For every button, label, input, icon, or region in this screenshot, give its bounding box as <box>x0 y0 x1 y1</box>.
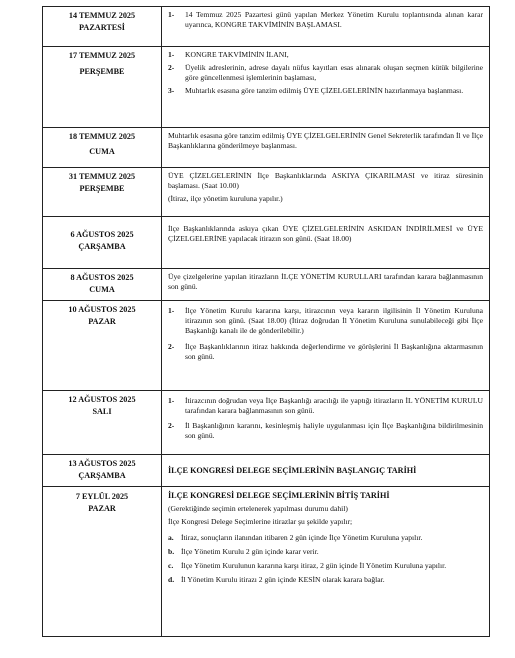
item-text: İl Yönetim Kurulu itirazı 2 gün içinde KESİN olarak karara bağlar. <box>181 575 385 584</box>
date-cell <box>43 128 162 168</box>
date-text: 31 TEMMUZ 2025 <box>68 172 136 181</box>
date-cell <box>43 217 162 269</box>
date-cell <box>43 47 162 128</box>
item-text: KONGRE TAKVİMİNİN İLANI, <box>185 50 289 59</box>
list-item <box>168 50 483 60</box>
day-text: PAZAR <box>88 504 116 513</box>
day-text: PAZAR <box>88 317 116 326</box>
day-text: ÇARŞAMBA <box>78 471 126 480</box>
date-text: 8 AĞUSTOS 2025 <box>70 273 134 282</box>
date-text: 7 EYLÜL 2025 <box>75 492 129 501</box>
date-cell <box>43 487 162 637</box>
calendar-row <box>43 47 490 128</box>
event-cell <box>162 47 490 128</box>
date-cell <box>43 168 162 217</box>
date-cell <box>43 301 162 391</box>
item-letter: d. <box>168 575 175 584</box>
list-item <box>168 547 483 557</box>
item-number: 2- <box>168 342 175 351</box>
date-text: 6 AĞUSTOS 2025 <box>70 230 134 239</box>
date-text: 17 TEMMUZ 2025 <box>68 51 136 60</box>
item-letter: a. <box>168 533 174 542</box>
item-letter: c. <box>168 561 174 570</box>
item-letter: b. <box>168 547 175 556</box>
day-text: PERŞEMBE <box>79 184 125 193</box>
event-cell <box>162 168 490 217</box>
event-cell <box>162 128 490 168</box>
event-text: İlçe Başkanlıklarında askıya çıkan ÜYE ÇİZELGELERİNİN ASKIDAN İNDİRİLMESİ ve ÜYE ÇİZELGELERİNE yapılacak itirazın son günü. (Saat 18.00) <box>168 224 483 243</box>
item-number: 1- <box>168 306 175 315</box>
calendar-row <box>43 128 490 168</box>
event-note: (İtiraz, ilçe yönetim kuruluna yapılır.) <box>168 194 283 203</box>
item-text: Üyelik adreslerinin, adrese dayalı nüfus kayıtları esas alınarak oluşan seçmen kütük bilgilerine göre güncellenmesi işlemlerinin başlaması, <box>185 63 483 82</box>
list-item <box>168 396 483 416</box>
item-text: 14 Temmuz 2025 Pazartesi günü yapılan Merkez Yönetim Kurulu toplantısında alınan karar uyarınca, KONGRE TAKVİMİNİN BAŞLAMASI. <box>185 10 483 29</box>
event-cell <box>162 455 490 487</box>
calendar-row <box>43 487 490 637</box>
date-text: 13 AĞUSTOS 2025 <box>68 459 136 468</box>
list-item <box>168 342 483 362</box>
item-number: 3- <box>168 86 175 95</box>
item-text: İtiraz, sonuçların ilanından itibaren 2 gün içinde İlçe Yönetim Kuruluna yapılır. <box>181 533 423 542</box>
item-number: 2- <box>168 421 175 430</box>
event-text: Üye çizelgelerine yapılan itirazların İLÇE YÖNETİM KURULLARI tarafından karara bağlanmasının son günü. <box>168 272 483 291</box>
item-number: 2- <box>168 63 175 72</box>
day-text: PERŞEMBE <box>79 67 125 76</box>
event-heading: İLÇE KONGRESİ DELEGE SEÇİMLERİNİN BAŞLANGIÇ TARİHİ <box>168 466 417 475</box>
event-text: Muhtarlık esasına göre tanzim edilmiş ÜYE ÇİZELGELERİNİN Genel Sekreterlik tarafından İl ve İlçe Başkanlıklarına gönderilmeye başlanması. <box>168 131 483 150</box>
item-number: 1- <box>168 50 175 59</box>
item-number: 1- <box>168 10 175 19</box>
calendar-row <box>43 7 490 47</box>
event-text: İlçe Kongresi Delege Seçimlerine itirazlar şu şekilde yapılır; <box>168 517 353 526</box>
event-cell <box>162 7 490 47</box>
calendar-row <box>43 168 490 217</box>
event-cell <box>162 269 490 301</box>
item-text: İtirazcının doğrudan veya İlçe Başkanlığı aracılığı ile yaptığı itirazların İL YÖNETİM KURULU tarafından karara bağlanmasının son günü. <box>185 396 483 415</box>
date-cell <box>43 269 162 301</box>
event-text: ÜYE ÇİZELGELERİNİN İlçe Başkanlıklarında ASKIYA ÇIKARILMASI ve itiraz süresinin başlaması. (Saat 10.00) <box>168 171 483 190</box>
day-text: ÇARŞAMBA <box>78 242 126 251</box>
item-text: İlçe Yönetim Kurulu 2 gün içinde karar verir. <box>181 547 319 556</box>
calendar-row <box>43 217 490 269</box>
item-text: İlçe Başkanlıklarının itiraz hakkında değerlendirme ve görüşlerini İl Başkanlığına aktarmasının son günü. <box>185 342 483 361</box>
day-text: PAZARTESİ <box>79 23 125 32</box>
calendar-row <box>43 455 490 487</box>
item-text: İl Başkanlığının kararını, kesinleşmiş haliyle uygulanması için İlçe Başkanlığına bildirilmesinin son günü. <box>185 421 483 440</box>
event-note: (Gerektiğinde seçimin ertelenerek yapılması durumu dahil) <box>168 504 348 513</box>
date-text: 18 TEMMUZ 2025 <box>68 132 136 141</box>
list-item <box>168 575 483 585</box>
calendar-row <box>43 269 490 301</box>
event-cell <box>162 217 490 269</box>
list-item <box>168 10 483 30</box>
date-text: 14 TEMMUZ 2025 <box>68 11 136 20</box>
date-text: 10 AĞUSTOS 2025 <box>68 305 136 314</box>
calendar-row <box>43 301 490 391</box>
list-item <box>168 306 483 336</box>
date-cell <box>43 7 162 47</box>
event-cell <box>162 301 490 391</box>
date-cell <box>43 455 162 487</box>
day-text: CUMA <box>89 285 115 294</box>
event-cell <box>162 391 490 455</box>
date-text: 12 AĞUSTOS 2025 <box>68 395 136 404</box>
event-heading: İLÇE KONGRESİ DELEGE SEÇİMLERİNİN BİTİŞ TARİHİ <box>168 491 390 500</box>
item-number: 1- <box>168 396 175 405</box>
item-text: İlçe Yönetim Kurulunun kararına karşı itiraz, 2 gün içinde İl Yönetim Kuruluna yapılır. <box>181 561 447 570</box>
date-cell <box>43 391 162 455</box>
event-cell <box>162 487 490 637</box>
day-text: SALI <box>92 407 112 416</box>
day-text: CUMA <box>89 147 115 156</box>
congress-calendar-table <box>42 6 490 637</box>
calendar-row <box>43 391 490 455</box>
list-item <box>168 63 483 83</box>
list-item <box>168 561 483 571</box>
item-text: İlçe Yönetim Kurulu kararına karşı, itirazcının veya kararın ilgilisinin İl Yönetim Kuruluna itirazının son günü. (Saat 18.00) (İtiraz doğrudan İl Yönetim Kuruluna sunulabileceği gibi İlçe Başkanlığı kanalı ile de gönderilebilir.) <box>185 306 483 335</box>
list-item <box>168 421 483 441</box>
item-text: Muhtarlık esasına göre tanzim edilmiş ÜYE ÇİZELGELERİNİN hazırlanmaya başlanması. <box>185 86 464 95</box>
list-item <box>168 86 483 96</box>
list-item <box>168 533 483 543</box>
